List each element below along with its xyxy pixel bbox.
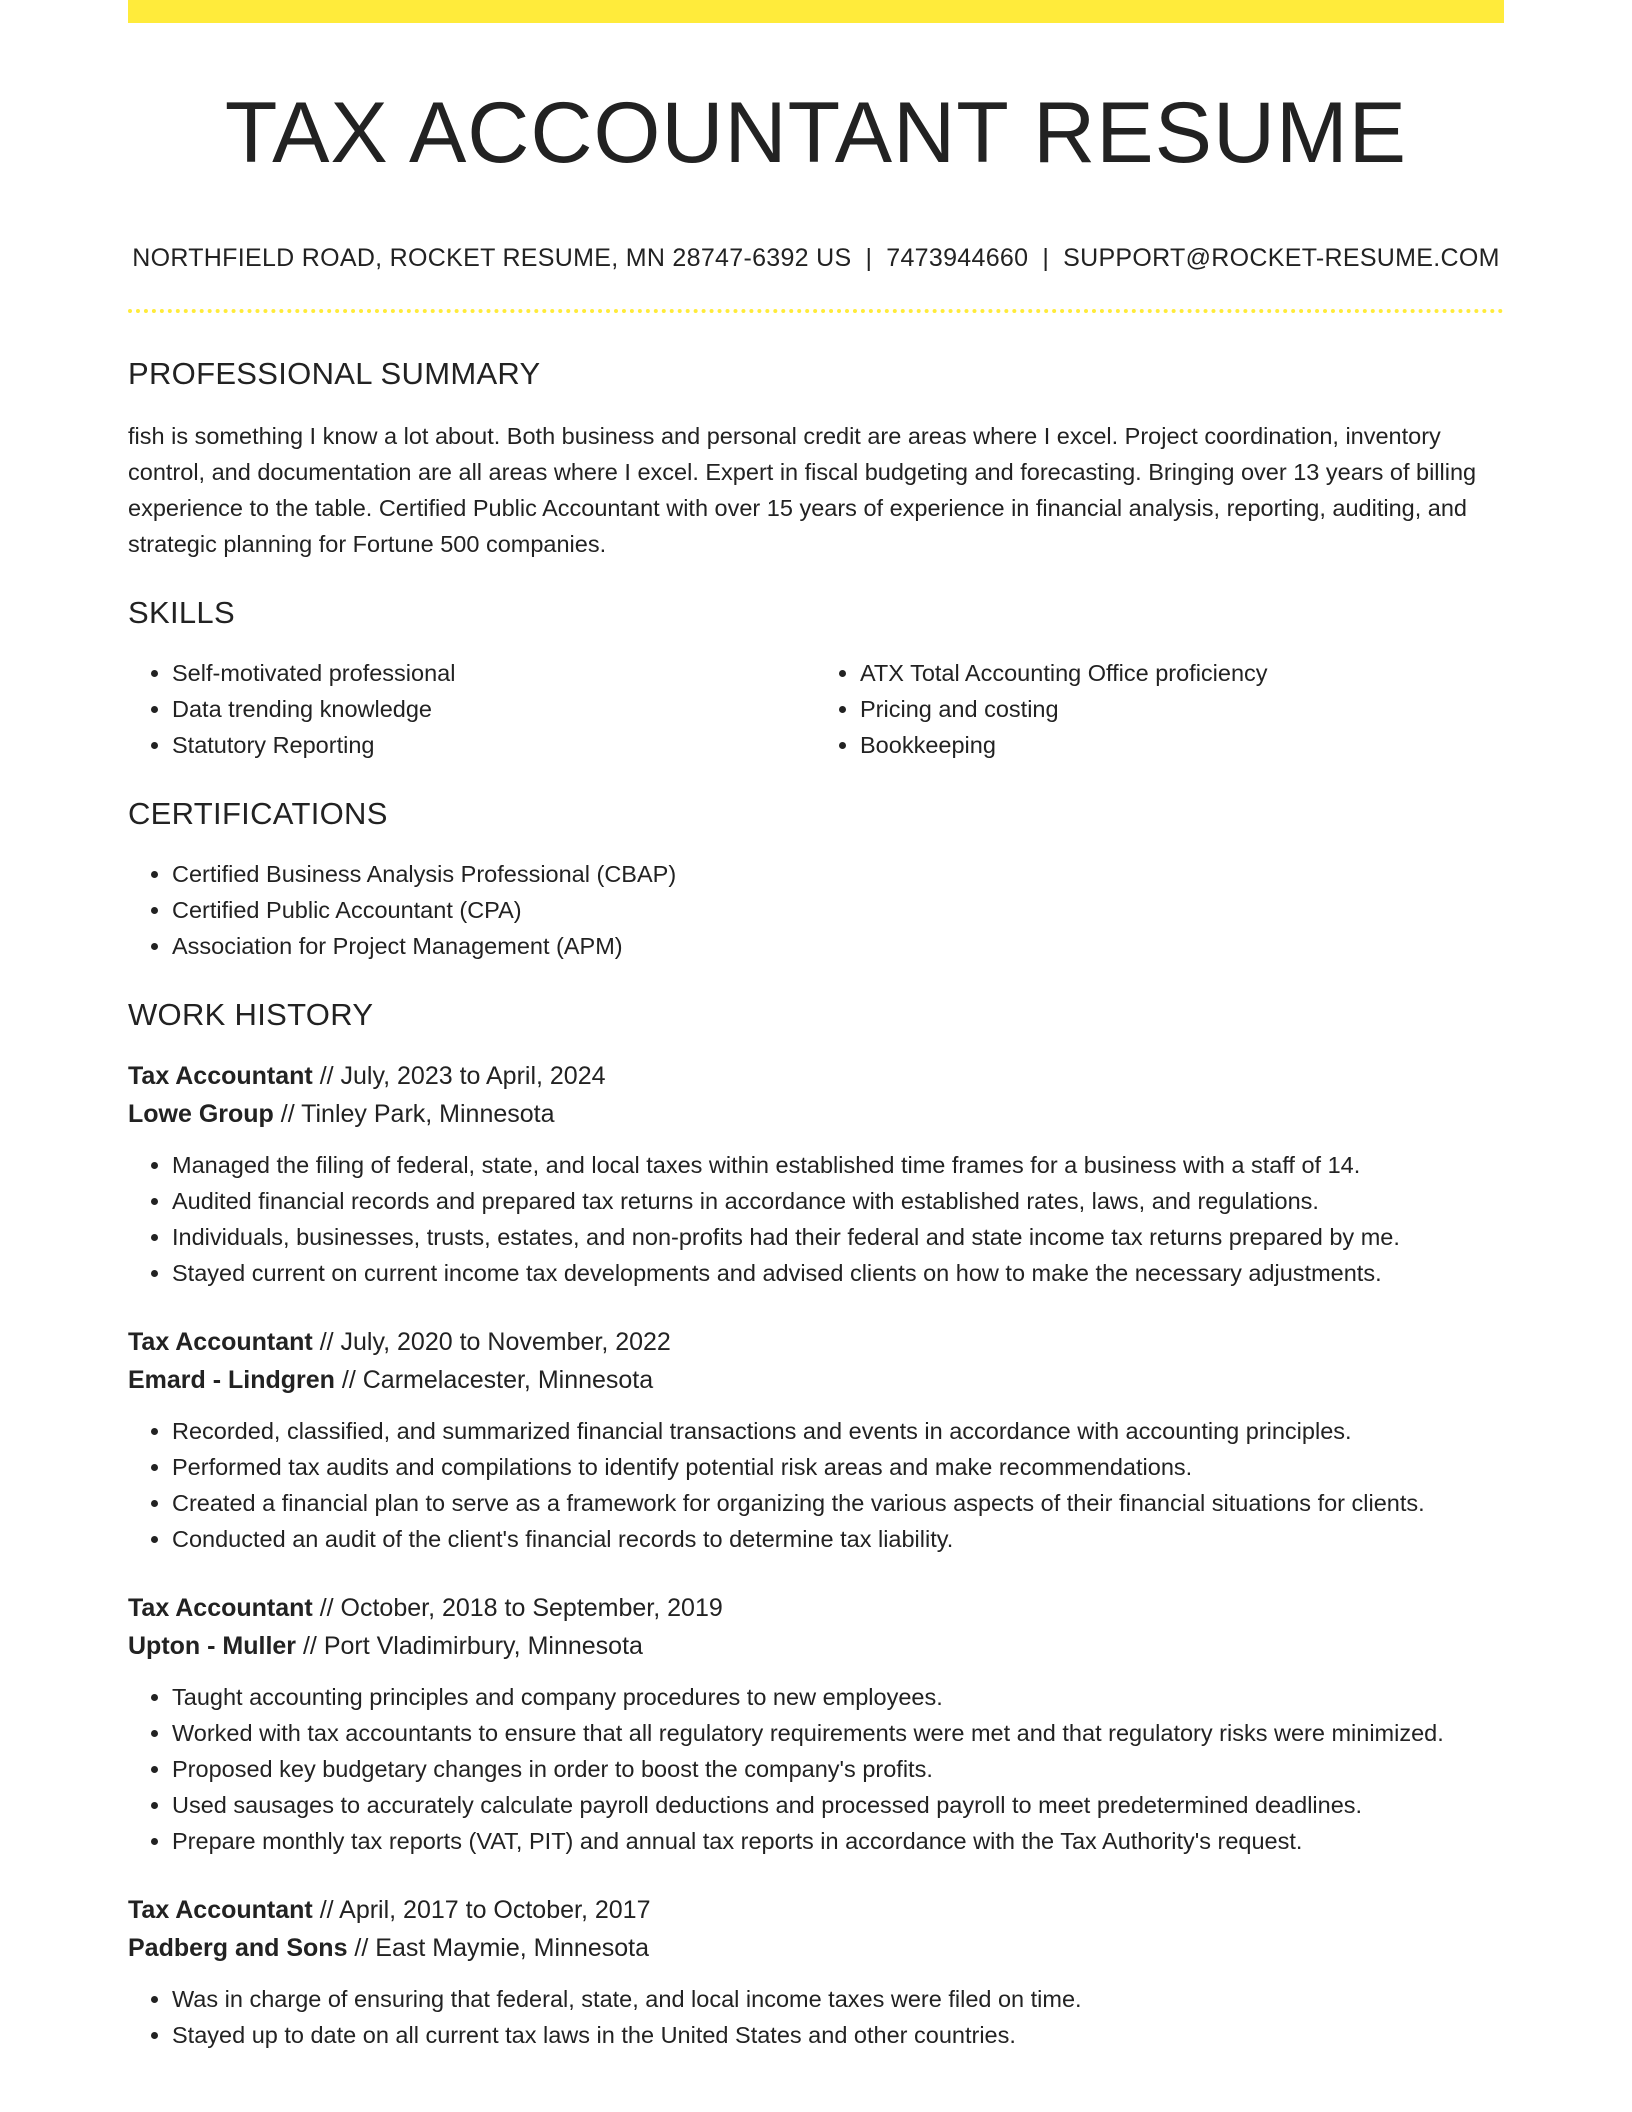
job-role-line: [128, 1589, 1504, 1627]
job-bullet: • Conducted an audit of the client's financial records to determine tax liability.: [172, 1521, 1504, 1557]
skill-item: • Pricing and costing: [860, 691, 1504, 727]
resume-title: TAX ACCOUNTANT RESUME: [224, 85, 1408, 181]
job-location: // East Maymie, Minnesota: [347, 1934, 649, 1962]
job-bullet: • Created a financial plan to serve as a framework for organizing the various aspects of their financial situations for clients.: [172, 1485, 1504, 1521]
accent-top-bar: [128, 0, 1504, 23]
job-company-line: [128, 1095, 1504, 1133]
certifications-heading: CERTIFICATIONS: [128, 796, 388, 831]
job-bullet: • Stayed current on current income tax developments and advised clients on how to make the necessary adjustments.: [172, 1255, 1504, 1291]
skill-item: • ATX Total Accounting Office proficiency: [860, 655, 1504, 691]
skills-list: [128, 655, 1504, 763]
job-bullet: • Prepare monthly tax reports (VAT, PIT) and annual tax reports in accordance with the Tax Authority's request.: [172, 1823, 1504, 1859]
contact-separator: |: [1042, 244, 1050, 272]
summary-heading: PROFESSIONAL SUMMARY: [128, 356, 541, 391]
job-dates: // July, 2023 to April, 2024: [312, 1062, 606, 1090]
job-location: // Tinley Park, Minnesota: [273, 1100, 555, 1128]
job-bullet: • Managed the filing of federal, state, and local taxes within established time frames for a business with a staff of 14.: [172, 1147, 1504, 1183]
skills-column-left: [128, 655, 816, 763]
job-bullet: • Performed tax audits and compilations to identify potential risk areas and make recommendations.: [172, 1449, 1504, 1485]
job-entry: [128, 1891, 1504, 2053]
job-entry: [128, 1057, 1504, 1291]
job-role: Tax Accountant: [128, 1062, 313, 1090]
job-bullet: • Used sausages to accurately calculate payroll deductions and processed payroll to meet predetermined deadlines.: [172, 1787, 1504, 1823]
contact-address: NORTHFIELD ROAD, ROCKET RESUME, MN 28747-6392 US: [132, 244, 852, 272]
contact-phone: 7473944660: [886, 244, 1029, 272]
job-bullets: [128, 1679, 1504, 1859]
job-role: Tax Accountant: [128, 1896, 313, 1924]
job-role-line: [128, 1057, 1504, 1095]
job-bullet: • Audited financial records and prepared tax returns in accordance with established rates, laws, and regulations.: [172, 1183, 1504, 1219]
job-dates: // April, 2017 to October, 2017: [312, 1896, 651, 1924]
contact-line: [128, 243, 1504, 273]
job-bullet: • Taught accounting principles and company procedures to new employees.: [172, 1679, 1504, 1715]
job-dates: // October, 2018 to September, 2019: [312, 1594, 723, 1622]
contact-separator: |: [865, 244, 873, 272]
job-entry: [128, 1323, 1504, 1557]
job-company-line: [128, 1929, 1504, 1967]
job-bullet: • Stayed up to date on all current tax laws in the United States and other countries.: [172, 2017, 1504, 2053]
skill-item: • Bookkeeping: [860, 727, 1504, 763]
job-company: Upton - Muller: [128, 1632, 297, 1660]
skill-item: • Statutory Reporting: [172, 727, 816, 763]
resume-page: [128, 0, 1504, 2053]
work-history-heading: WORK HISTORY: [128, 997, 374, 1032]
job-bullet: • Proposed key budgetary changes in order to boost the company's profits.: [172, 1751, 1504, 1787]
job-location: // Carmelacester, Minnesota: [334, 1366, 654, 1394]
job-company-line: [128, 1361, 1504, 1399]
summary-text: fish is something I know a lot about. Both business and personal credit are areas where I excel. Project coordination, inventory control, and documentation are all areas where I excel. Expert in fiscal budgeting and forecasting. Bringing over 13 years of billing experience to the table. Certified Public Accountant with over 15 years of experience in financial analysis, reporting, auditing, and strategic planning for Fortune 500 companies.: [128, 423, 1477, 557]
skills-column-right: [816, 655, 1504, 763]
skill-item: • Data trending knowledge: [172, 691, 816, 727]
job-dates: // July, 2020 to November, 2022: [312, 1328, 671, 1356]
job-bullets: [128, 1413, 1504, 1557]
certification-item: • Certified Public Accountant (CPA): [172, 892, 1504, 928]
job-location: // Port Vladimirbury, Minnesota: [296, 1632, 643, 1660]
skills-heading: SKILLS: [128, 595, 235, 630]
certification-item: • Association for Project Management (APM): [172, 928, 1504, 964]
job-role: Tax Accountant: [128, 1328, 313, 1356]
job-entry: [128, 1589, 1504, 1859]
job-company: Padberg and Sons: [128, 1934, 348, 1962]
job-company: Lowe Group: [128, 1100, 274, 1128]
job-bullets: [128, 1147, 1504, 1291]
job-bullet: • Was in charge of ensuring that federal, state, and local income taxes were filed on time.: [172, 1981, 1504, 2017]
job-bullets: [128, 1981, 1504, 2053]
job-company-line: [128, 1627, 1504, 1665]
certifications-list: [128, 856, 1504, 964]
skill-item: • Self-motivated professional: [172, 655, 816, 691]
contact-email: SUPPORT@ROCKET-RESUME.COM: [1063, 244, 1500, 272]
job-role: Tax Accountant: [128, 1594, 313, 1622]
dotted-divider: [128, 309, 1504, 313]
job-bullet: • Recorded, classified, and summarized financial transactions and events in accordance with accounting principles.: [172, 1413, 1504, 1449]
job-bullet: • Individuals, businesses, trusts, estates, and non-profits had their federal and state income tax returns prepared by me.: [172, 1219, 1504, 1255]
job-role-line: [128, 1323, 1504, 1361]
job-company: Emard - Lindgren: [128, 1366, 335, 1394]
job-bullet: • Worked with tax accountants to ensure that all regulatory requirements were met and that regulatory risks were minimized.: [172, 1715, 1504, 1751]
job-role-line: [128, 1891, 1504, 1929]
certification-item: • Certified Business Analysis Professional (CBAP): [172, 856, 1504, 892]
